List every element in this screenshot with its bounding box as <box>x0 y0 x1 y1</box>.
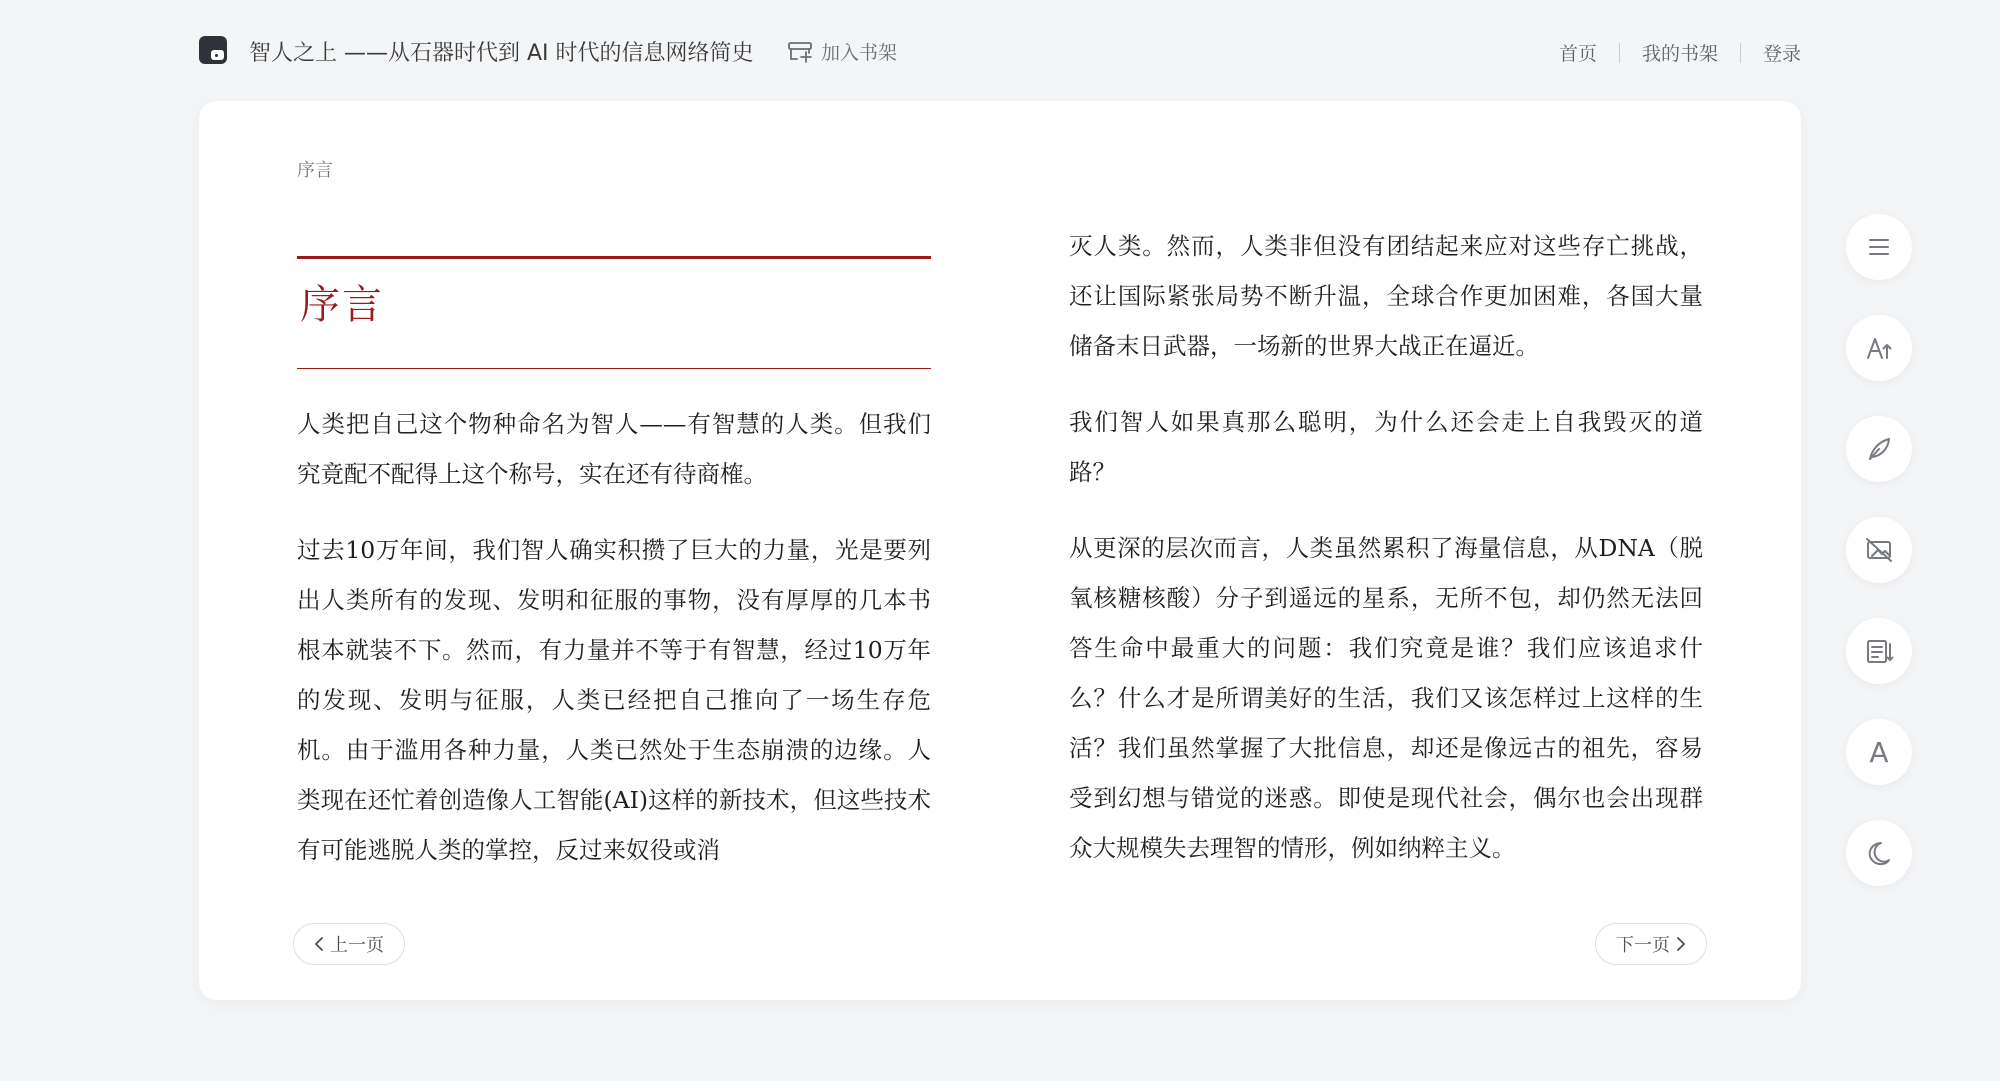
font-family-button[interactable] <box>1846 719 1912 785</box>
chevron-left-icon <box>314 936 324 952</box>
nav-divider <box>1619 43 1620 63</box>
top-header <box>199 30 1801 72</box>
paragraph: 灭人类。然而，人类非但没有团结起来应对这些存亡挑战，还让国际紧张局势不断升温，全球合作更加困难，各国大量储备末日武器，一场新的世界大战正在逼近。 <box>1069 232 1703 360</box>
app-logo-icon[interactable] <box>199 36 227 64</box>
paragraph: 过去10万年间，我们智人确实积攒了巨大的力量，光是要列出人类所有的发现、发明和征服的事物，没有厚厚的几本书根本就装不下。然而，有力量并不等于有智慧，经过10万年的发现、发明与征服，人类已经把自己推向了一场生存危机。由于滥用各种力量，人类已然处于生态崩溃的边缘。人类现在还忙着创造像人工智能(AI)这样的新技术，但这些技术有可能逃脱人类的掌控，反过来奴役或消 <box>297 536 931 864</box>
hide-image-icon <box>1864 535 1894 565</box>
menu-icon <box>1864 232 1894 262</box>
next-page-label: 下一页 <box>1616 935 1670 956</box>
logo-dot <box>215 54 218 57</box>
chevron-right-icon <box>1676 936 1686 952</box>
font-size-button[interactable] <box>1846 315 1912 381</box>
pen-icon <box>1864 434 1894 464</box>
book-title: 智人之上 ——从石器时代到 AI 时代的信息网络简史 <box>249 41 754 66</box>
page-layout-button[interactable] <box>1846 618 1912 684</box>
nav-my-shelf-link[interactable]: 我的书架 <box>1641 43 1718 65</box>
font-size-icon <box>1864 333 1894 363</box>
nav-login-link[interactable]: 登录 <box>1762 43 1801 65</box>
annotate-button[interactable] <box>1846 416 1912 482</box>
font-icon: A <box>1869 735 1889 769</box>
prev-page-label: 上一页 <box>330 935 384 956</box>
next-page-button[interactable] <box>1595 923 1707 965</box>
add-to-shelf-button[interactable] <box>787 38 897 65</box>
chapter-title: 序言 <box>300 282 384 328</box>
prev-page-button[interactable] <box>293 923 405 965</box>
reader-card <box>199 101 1801 1000</box>
bookshelf-icon <box>787 41 813 63</box>
toggle-images-button[interactable] <box>1846 517 1912 583</box>
add-to-shelf-label: 加入书架 <box>821 42 898 64</box>
paragraph: 人类把自己这个物种命名为智人——有智慧的人类。但我们究竟配不配得上这个称号，实在还有待商榷。 <box>297 410 931 488</box>
chapter-title-block <box>297 256 931 369</box>
paragraph: 从更深的层次而言，人类虽然累积了海量信息，从DNA（脱氧核糖核酸）分子到遥远的星系，无所不包，却仍然无法回答生命中最重大的问题：我们究竟是谁？我们应该追求什么？什么才是所谓美好的生活，我们又该怎样过上这样的生活？我们虽然掌握了大批信息，却还是像远古的祖先，容易受到幻想与错觉的迷惑。即使是现代社会，偶尔也会出现群众大规模失去理智的情形，例如纳粹主义。 <box>1069 534 1703 862</box>
moon-icon <box>1864 838 1894 868</box>
top-nav <box>1559 39 1801 66</box>
paragraph: 我们智人如果真那么聪明，为什么还会走上自我毁灭的道路？ <box>1069 408 1703 486</box>
dark-mode-button[interactable] <box>1846 820 1912 886</box>
toc-button[interactable] <box>1846 214 1912 280</box>
chapter-breadcrumb: 序言 <box>297 160 333 181</box>
nav-divider <box>1740 43 1741 63</box>
nav-home-link[interactable]: 首页 <box>1558 43 1597 65</box>
page-layout-icon <box>1864 636 1894 666</box>
